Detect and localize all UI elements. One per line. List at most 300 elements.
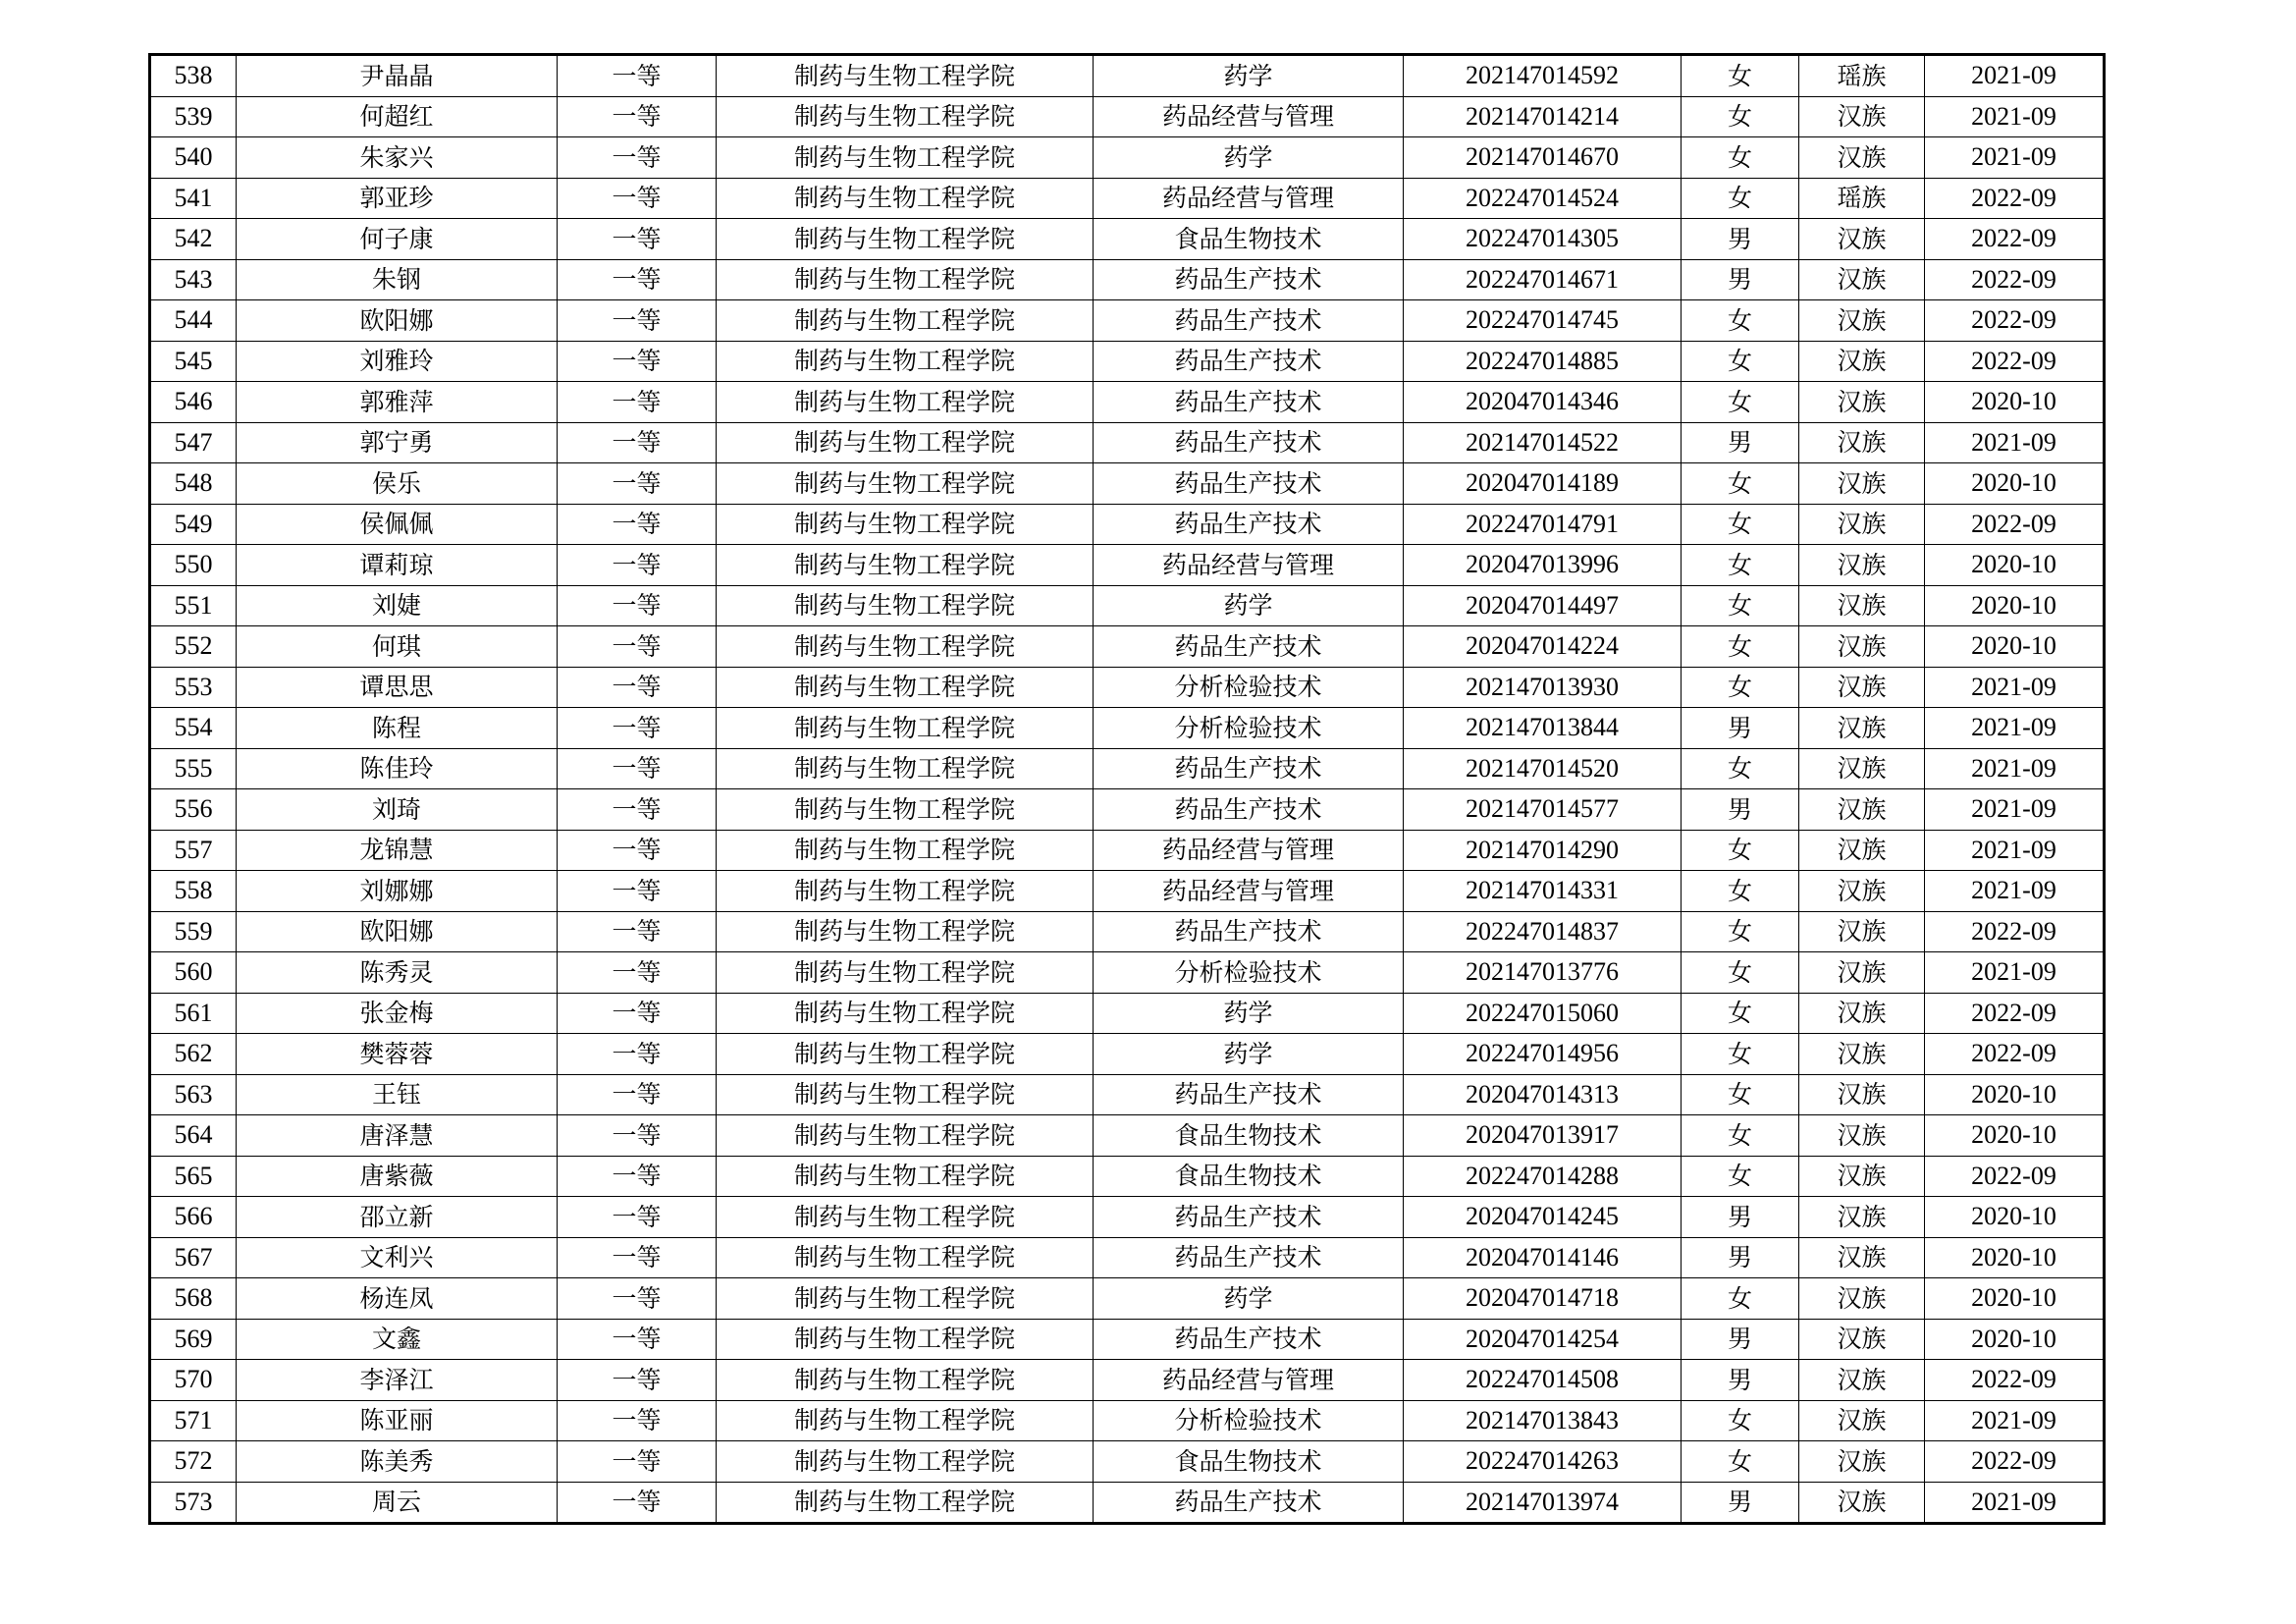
- enroll-date-cell: 2021-09: [1925, 1400, 2105, 1441]
- student-id-cell: 202047014245: [1404, 1197, 1682, 1238]
- gender-cell: 男: [1682, 259, 1799, 300]
- grade-cell: 一等: [558, 1115, 717, 1157]
- index-cell: 541: [150, 178, 237, 219]
- ethnicity-cell: 汉族: [1799, 1034, 1925, 1075]
- table-row: [150, 1360, 2105, 1401]
- major-cell: 药品生产技术: [1094, 1197, 1404, 1238]
- student-id-cell: 202147014592: [1404, 55, 1682, 97]
- major-cell: 药品生产技术: [1094, 341, 1404, 382]
- enroll-date-cell: 2020-10: [1925, 1237, 2105, 1278]
- gender-cell: 女: [1682, 1156, 1799, 1197]
- college-cell: 制药与生物工程学院: [717, 96, 1094, 137]
- table-row: [150, 55, 2105, 97]
- table-row: [150, 1278, 2105, 1320]
- enroll-date-cell: 2021-09: [1925, 830, 2105, 871]
- ethnicity-cell: 汉族: [1799, 1278, 1925, 1320]
- name-cell: 郭雅萍: [237, 382, 558, 423]
- gender-cell: 女: [1682, 1115, 1799, 1157]
- major-cell: 药品生产技术: [1094, 300, 1404, 342]
- gender-cell: 女: [1682, 300, 1799, 342]
- index-cell: 552: [150, 626, 237, 668]
- student-id-cell: 202247014837: [1404, 911, 1682, 952]
- college-cell: 制药与生物工程学院: [717, 952, 1094, 994]
- index-cell: 547: [150, 422, 237, 463]
- major-cell: 药品经营与管理: [1094, 1360, 1404, 1401]
- ethnicity-cell: 汉族: [1799, 748, 1925, 789]
- major-cell: 药品经营与管理: [1094, 545, 1404, 586]
- major-cell: 药品生产技术: [1094, 422, 1404, 463]
- table-row: [150, 1237, 2105, 1278]
- ethnicity-cell: 瑶族: [1799, 55, 1925, 97]
- major-cell: 药品生产技术: [1094, 1074, 1404, 1115]
- name-cell: 欧阳娜: [237, 911, 558, 952]
- name-cell: 郭亚珍: [237, 178, 558, 219]
- student-id-cell: 202147013974: [1404, 1482, 1682, 1524]
- student-id-cell: 202147013844: [1404, 708, 1682, 749]
- major-cell: 药品生产技术: [1094, 911, 1404, 952]
- gender-cell: 女: [1682, 626, 1799, 668]
- student-id-cell: 202247014671: [1404, 259, 1682, 300]
- table-row: [150, 463, 2105, 505]
- student-id-cell: 202247014508: [1404, 1360, 1682, 1401]
- major-cell: 食品生物技术: [1094, 219, 1404, 260]
- student-id-cell: 202047014224: [1404, 626, 1682, 668]
- table-row: [150, 1400, 2105, 1441]
- gender-cell: 女: [1682, 830, 1799, 871]
- enroll-date-cell: 2021-09: [1925, 422, 2105, 463]
- table-row: [150, 382, 2105, 423]
- grade-cell: 一等: [558, 952, 717, 994]
- major-cell: 药品生产技术: [1094, 1482, 1404, 1524]
- index-cell: 548: [150, 463, 237, 505]
- enroll-date-cell: 2021-09: [1925, 952, 2105, 994]
- enroll-date-cell: 2022-09: [1925, 1441, 2105, 1483]
- college-cell: 制药与生物工程学院: [717, 1197, 1094, 1238]
- name-cell: 陈秀灵: [237, 952, 558, 994]
- name-cell: 陈美秀: [237, 1441, 558, 1483]
- gender-cell: 男: [1682, 422, 1799, 463]
- enroll-date-cell: 2022-09: [1925, 1156, 2105, 1197]
- gender-cell: 女: [1682, 504, 1799, 545]
- college-cell: 制药与生物工程学院: [717, 219, 1094, 260]
- name-cell: 樊蓉蓉: [237, 1034, 558, 1075]
- name-cell: 唐紫薇: [237, 1156, 558, 1197]
- student-id-cell: 202147014522: [1404, 422, 1682, 463]
- gender-cell: 女: [1682, 585, 1799, 626]
- ethnicity-cell: 汉族: [1799, 1400, 1925, 1441]
- gender-cell: 女: [1682, 748, 1799, 789]
- college-cell: 制药与生物工程学院: [717, 1482, 1094, 1524]
- ethnicity-cell: 汉族: [1799, 1197, 1925, 1238]
- table-row: [150, 300, 2105, 342]
- ethnicity-cell: 汉族: [1799, 830, 1925, 871]
- index-cell: 540: [150, 137, 237, 179]
- enroll-date-cell: 2022-09: [1925, 341, 2105, 382]
- index-cell: 562: [150, 1034, 237, 1075]
- major-cell: 药品经营与管理: [1094, 178, 1404, 219]
- table-row: [150, 1034, 2105, 1075]
- enroll-date-cell: 2021-09: [1925, 667, 2105, 708]
- college-cell: 制药与生物工程学院: [717, 626, 1094, 668]
- enroll-date-cell: 2022-09: [1925, 178, 2105, 219]
- gender-cell: 女: [1682, 911, 1799, 952]
- enroll-date-cell: 2022-09: [1925, 259, 2105, 300]
- grade-cell: 一等: [558, 1482, 717, 1524]
- student-id-cell: 202147014331: [1404, 871, 1682, 912]
- ethnicity-cell: 汉族: [1799, 1115, 1925, 1157]
- gender-cell: 女: [1682, 382, 1799, 423]
- major-cell: 药品生产技术: [1094, 1319, 1404, 1360]
- grade-cell: 一等: [558, 382, 717, 423]
- major-cell: 药学: [1094, 1278, 1404, 1320]
- gender-cell: 女: [1682, 1400, 1799, 1441]
- major-cell: 药品经营与管理: [1094, 871, 1404, 912]
- college-cell: 制药与生物工程学院: [717, 1441, 1094, 1483]
- index-cell: 556: [150, 789, 237, 831]
- grade-cell: 一等: [558, 259, 717, 300]
- table-row: [150, 830, 2105, 871]
- grade-cell: 一等: [558, 789, 717, 831]
- index-cell: 568: [150, 1278, 237, 1320]
- grade-cell: 一等: [558, 1156, 717, 1197]
- grade-cell: 一等: [558, 1074, 717, 1115]
- enroll-date-cell: 2020-10: [1925, 626, 2105, 668]
- index-cell: 571: [150, 1400, 237, 1441]
- index-cell: 553: [150, 667, 237, 708]
- ethnicity-cell: 汉族: [1799, 545, 1925, 586]
- major-cell: 药学: [1094, 1034, 1404, 1075]
- name-cell: 文利兴: [237, 1237, 558, 1278]
- name-cell: 陈程: [237, 708, 558, 749]
- table-body: [150, 55, 2105, 1524]
- name-cell: 陈亚丽: [237, 1400, 558, 1441]
- gender-cell: 女: [1682, 1278, 1799, 1320]
- major-cell: 药品生产技术: [1094, 382, 1404, 423]
- index-cell: 559: [150, 911, 237, 952]
- enroll-date-cell: 2020-10: [1925, 1278, 2105, 1320]
- student-id-cell: 202247014745: [1404, 300, 1682, 342]
- major-cell: 药品生产技术: [1094, 1237, 1404, 1278]
- major-cell: 药品生产技术: [1094, 463, 1404, 505]
- gender-cell: 女: [1682, 463, 1799, 505]
- name-cell: 刘琦: [237, 789, 558, 831]
- student-id-cell: 202247014524: [1404, 178, 1682, 219]
- gender-cell: 男: [1682, 1197, 1799, 1238]
- major-cell: 药学: [1094, 55, 1404, 97]
- index-cell: 551: [150, 585, 237, 626]
- student-id-cell: 202147013776: [1404, 952, 1682, 994]
- college-cell: 制药与生物工程学院: [717, 178, 1094, 219]
- college-cell: 制药与生物工程学院: [717, 1237, 1094, 1278]
- grade-cell: 一等: [558, 1441, 717, 1483]
- grade-cell: 一等: [558, 1278, 717, 1320]
- name-cell: 欧阳娜: [237, 300, 558, 342]
- college-cell: 制药与生物工程学院: [717, 748, 1094, 789]
- major-cell: 药学: [1094, 137, 1404, 179]
- grade-cell: 一等: [558, 993, 717, 1034]
- grade-cell: 一等: [558, 708, 717, 749]
- grade-cell: 一等: [558, 55, 717, 97]
- name-cell: 龙锦慧: [237, 830, 558, 871]
- college-cell: 制药与生物工程学院: [717, 1034, 1094, 1075]
- table-row: [150, 341, 2105, 382]
- grade-cell: 一等: [558, 871, 717, 912]
- ethnicity-cell: 汉族: [1799, 952, 1925, 994]
- college-cell: 制药与生物工程学院: [717, 137, 1094, 179]
- gender-cell: 男: [1682, 219, 1799, 260]
- enroll-date-cell: 2021-09: [1925, 96, 2105, 137]
- college-cell: 制药与生物工程学院: [717, 1400, 1094, 1441]
- enroll-date-cell: 2021-09: [1925, 708, 2105, 749]
- major-cell: 药品生产技术: [1094, 626, 1404, 668]
- enroll-date-cell: 2022-09: [1925, 1360, 2105, 1401]
- index-cell: 539: [150, 96, 237, 137]
- student-id-cell: 202247014791: [1404, 504, 1682, 545]
- college-cell: 制药与生物工程学院: [717, 259, 1094, 300]
- name-cell: 刘娜娜: [237, 871, 558, 912]
- grade-cell: 一等: [558, 1319, 717, 1360]
- major-cell: 分析检验技术: [1094, 952, 1404, 994]
- enroll-date-cell: 2022-09: [1925, 1034, 2105, 1075]
- index-cell: 544: [150, 300, 237, 342]
- gender-cell: 男: [1682, 1319, 1799, 1360]
- ethnicity-cell: 汉族: [1799, 382, 1925, 423]
- ethnicity-cell: 瑶族: [1799, 178, 1925, 219]
- ethnicity-cell: 汉族: [1799, 1319, 1925, 1360]
- major-cell: 药品生产技术: [1094, 748, 1404, 789]
- ethnicity-cell: 汉族: [1799, 259, 1925, 300]
- name-cell: 谭思思: [237, 667, 558, 708]
- ethnicity-cell: 汉族: [1799, 219, 1925, 260]
- ethnicity-cell: 汉族: [1799, 422, 1925, 463]
- major-cell: 药品经营与管理: [1094, 830, 1404, 871]
- ethnicity-cell: 汉族: [1799, 1156, 1925, 1197]
- name-cell: 王钰: [237, 1074, 558, 1115]
- college-cell: 制药与生物工程学院: [717, 55, 1094, 97]
- ethnicity-cell: 汉族: [1799, 137, 1925, 179]
- table-row: [150, 137, 2105, 179]
- student-id-cell: 202047014254: [1404, 1319, 1682, 1360]
- student-id-cell: 202247014288: [1404, 1156, 1682, 1197]
- student-id-cell: 202247014263: [1404, 1441, 1682, 1483]
- ethnicity-cell: 汉族: [1799, 585, 1925, 626]
- major-cell: 药品生产技术: [1094, 259, 1404, 300]
- name-cell: 何超红: [237, 96, 558, 137]
- ethnicity-cell: 汉族: [1799, 789, 1925, 831]
- table-row: [150, 626, 2105, 668]
- index-cell: 569: [150, 1319, 237, 1360]
- gender-cell: 女: [1682, 952, 1799, 994]
- ethnicity-cell: 汉族: [1799, 96, 1925, 137]
- gender-cell: 男: [1682, 1237, 1799, 1278]
- gender-cell: 男: [1682, 1360, 1799, 1401]
- ethnicity-cell: 汉族: [1799, 1237, 1925, 1278]
- enroll-date-cell: 2020-10: [1925, 1074, 2105, 1115]
- student-id-cell: 202047013917: [1404, 1115, 1682, 1157]
- gender-cell: 女: [1682, 871, 1799, 912]
- gender-cell: 女: [1682, 341, 1799, 382]
- index-cell: 546: [150, 382, 237, 423]
- college-cell: 制药与生物工程学院: [717, 830, 1094, 871]
- enroll-date-cell: 2021-09: [1925, 789, 2105, 831]
- table-row: [150, 178, 2105, 219]
- gender-cell: 女: [1682, 1074, 1799, 1115]
- grade-cell: 一等: [558, 748, 717, 789]
- college-cell: 制药与生物工程学院: [717, 911, 1094, 952]
- table-row: [150, 1441, 2105, 1483]
- major-cell: 药品生产技术: [1094, 789, 1404, 831]
- name-cell: 杨连凤: [237, 1278, 558, 1320]
- enroll-date-cell: 2020-10: [1925, 545, 2105, 586]
- enroll-date-cell: 2022-09: [1925, 504, 2105, 545]
- student-id-cell: 202147014670: [1404, 137, 1682, 179]
- table-row: [150, 1197, 2105, 1238]
- name-cell: 谭莉琼: [237, 545, 558, 586]
- grade-cell: 一等: [558, 178, 717, 219]
- college-cell: 制药与生物工程学院: [717, 993, 1094, 1034]
- college-cell: 制药与生物工程学院: [717, 1115, 1094, 1157]
- table-row: [150, 911, 2105, 952]
- student-id-cell: 202047014346: [1404, 382, 1682, 423]
- index-cell: 542: [150, 219, 237, 260]
- index-cell: 572: [150, 1441, 237, 1483]
- grade-cell: 一等: [558, 911, 717, 952]
- student-id-cell: 202247014956: [1404, 1034, 1682, 1075]
- table-row: [150, 1074, 2105, 1115]
- college-cell: 制药与生物工程学院: [717, 422, 1094, 463]
- ethnicity-cell: 汉族: [1799, 708, 1925, 749]
- name-cell: 何子康: [237, 219, 558, 260]
- enroll-date-cell: 2021-09: [1925, 871, 2105, 912]
- student-id-cell: 202147014520: [1404, 748, 1682, 789]
- enroll-date-cell: 2020-10: [1925, 463, 2105, 505]
- student-id-cell: 202147013930: [1404, 667, 1682, 708]
- enroll-date-cell: 2020-10: [1925, 382, 2105, 423]
- student-id-cell: 202147014214: [1404, 96, 1682, 137]
- enroll-date-cell: 2021-09: [1925, 55, 2105, 97]
- student-id-cell: 202247015060: [1404, 993, 1682, 1034]
- index-cell: 564: [150, 1115, 237, 1157]
- college-cell: 制药与生物工程学院: [717, 1360, 1094, 1401]
- name-cell: 周云: [237, 1482, 558, 1524]
- student-id-cell: 202047014146: [1404, 1237, 1682, 1278]
- index-cell: 565: [150, 1156, 237, 1197]
- student-id-cell: 202247014305: [1404, 219, 1682, 260]
- college-cell: 制药与生物工程学院: [717, 789, 1094, 831]
- major-cell: 食品生物技术: [1094, 1441, 1404, 1483]
- name-cell: 刘雅玲: [237, 341, 558, 382]
- table-row: [150, 585, 2105, 626]
- college-cell: 制药与生物工程学院: [717, 300, 1094, 342]
- table-row: [150, 422, 2105, 463]
- student-id-cell: 202047014313: [1404, 1074, 1682, 1115]
- student-list-table: [148, 53, 2106, 1525]
- college-cell: 制药与生物工程学院: [717, 382, 1094, 423]
- table-row: [150, 504, 2105, 545]
- index-cell: 560: [150, 952, 237, 994]
- grade-cell: 一等: [558, 463, 717, 505]
- ethnicity-cell: 汉族: [1799, 626, 1925, 668]
- name-cell: 朱钢: [237, 259, 558, 300]
- enroll-date-cell: 2021-09: [1925, 137, 2105, 179]
- enroll-date-cell: 2022-09: [1925, 300, 2105, 342]
- ethnicity-cell: 汉族: [1799, 871, 1925, 912]
- table-row: [150, 1156, 2105, 1197]
- major-cell: 分析检验技术: [1094, 708, 1404, 749]
- table-row: [150, 993, 2105, 1034]
- index-cell: 570: [150, 1360, 237, 1401]
- name-cell: 邵立新: [237, 1197, 558, 1238]
- name-cell: 尹晶晶: [237, 55, 558, 97]
- grade-cell: 一等: [558, 219, 717, 260]
- ethnicity-cell: 汉族: [1799, 1482, 1925, 1524]
- index-cell: 573: [150, 1482, 237, 1524]
- name-cell: 朱家兴: [237, 137, 558, 179]
- ethnicity-cell: 汉族: [1799, 341, 1925, 382]
- college-cell: 制药与生物工程学院: [717, 463, 1094, 505]
- enroll-date-cell: 2020-10: [1925, 1197, 2105, 1238]
- student-id-cell: 202047014718: [1404, 1278, 1682, 1320]
- major-cell: 药学: [1094, 585, 1404, 626]
- index-cell: 555: [150, 748, 237, 789]
- student-id-cell: 202147013843: [1404, 1400, 1682, 1441]
- grade-cell: 一等: [558, 667, 717, 708]
- ethnicity-cell: 汉族: [1799, 1360, 1925, 1401]
- enroll-date-cell: 2022-09: [1925, 219, 2105, 260]
- ethnicity-cell: 汉族: [1799, 667, 1925, 708]
- name-cell: 侯乐: [237, 463, 558, 505]
- college-cell: 制药与生物工程学院: [717, 708, 1094, 749]
- grade-cell: 一等: [558, 96, 717, 137]
- grade-cell: 一等: [558, 137, 717, 179]
- table-row: [150, 952, 2105, 994]
- major-cell: 药品生产技术: [1094, 504, 1404, 545]
- grade-cell: 一等: [558, 504, 717, 545]
- student-id-cell: 202047014189: [1404, 463, 1682, 505]
- student-id-cell: 202147014577: [1404, 789, 1682, 831]
- college-cell: 制药与生物工程学院: [717, 1156, 1094, 1197]
- major-cell: 药品经营与管理: [1094, 96, 1404, 137]
- enroll-date-cell: 2021-09: [1925, 1482, 2105, 1524]
- grade-cell: 一等: [558, 422, 717, 463]
- grade-cell: 一等: [558, 300, 717, 342]
- name-cell: 刘婕: [237, 585, 558, 626]
- table-row: [150, 1115, 2105, 1157]
- table-row: [150, 789, 2105, 831]
- ethnicity-cell: 汉族: [1799, 911, 1925, 952]
- gender-cell: 女: [1682, 993, 1799, 1034]
- gender-cell: 女: [1682, 178, 1799, 219]
- ethnicity-cell: 汉族: [1799, 300, 1925, 342]
- table-row: [150, 219, 2105, 260]
- gender-cell: 女: [1682, 1441, 1799, 1483]
- gender-cell: 女: [1682, 55, 1799, 97]
- name-cell: 陈佳玲: [237, 748, 558, 789]
- table-row: [150, 96, 2105, 137]
- student-id-cell: 202247014885: [1404, 341, 1682, 382]
- name-cell: 张金梅: [237, 993, 558, 1034]
- grade-cell: 一等: [558, 1034, 717, 1075]
- grade-cell: 一等: [558, 1197, 717, 1238]
- ethnicity-cell: 汉族: [1799, 504, 1925, 545]
- major-cell: 药学: [1094, 993, 1404, 1034]
- index-cell: 567: [150, 1237, 237, 1278]
- gender-cell: 女: [1682, 96, 1799, 137]
- gender-cell: 男: [1682, 789, 1799, 831]
- name-cell: 郭宁勇: [237, 422, 558, 463]
- enroll-date-cell: 2022-09: [1925, 993, 2105, 1034]
- college-cell: 制药与生物工程学院: [717, 871, 1094, 912]
